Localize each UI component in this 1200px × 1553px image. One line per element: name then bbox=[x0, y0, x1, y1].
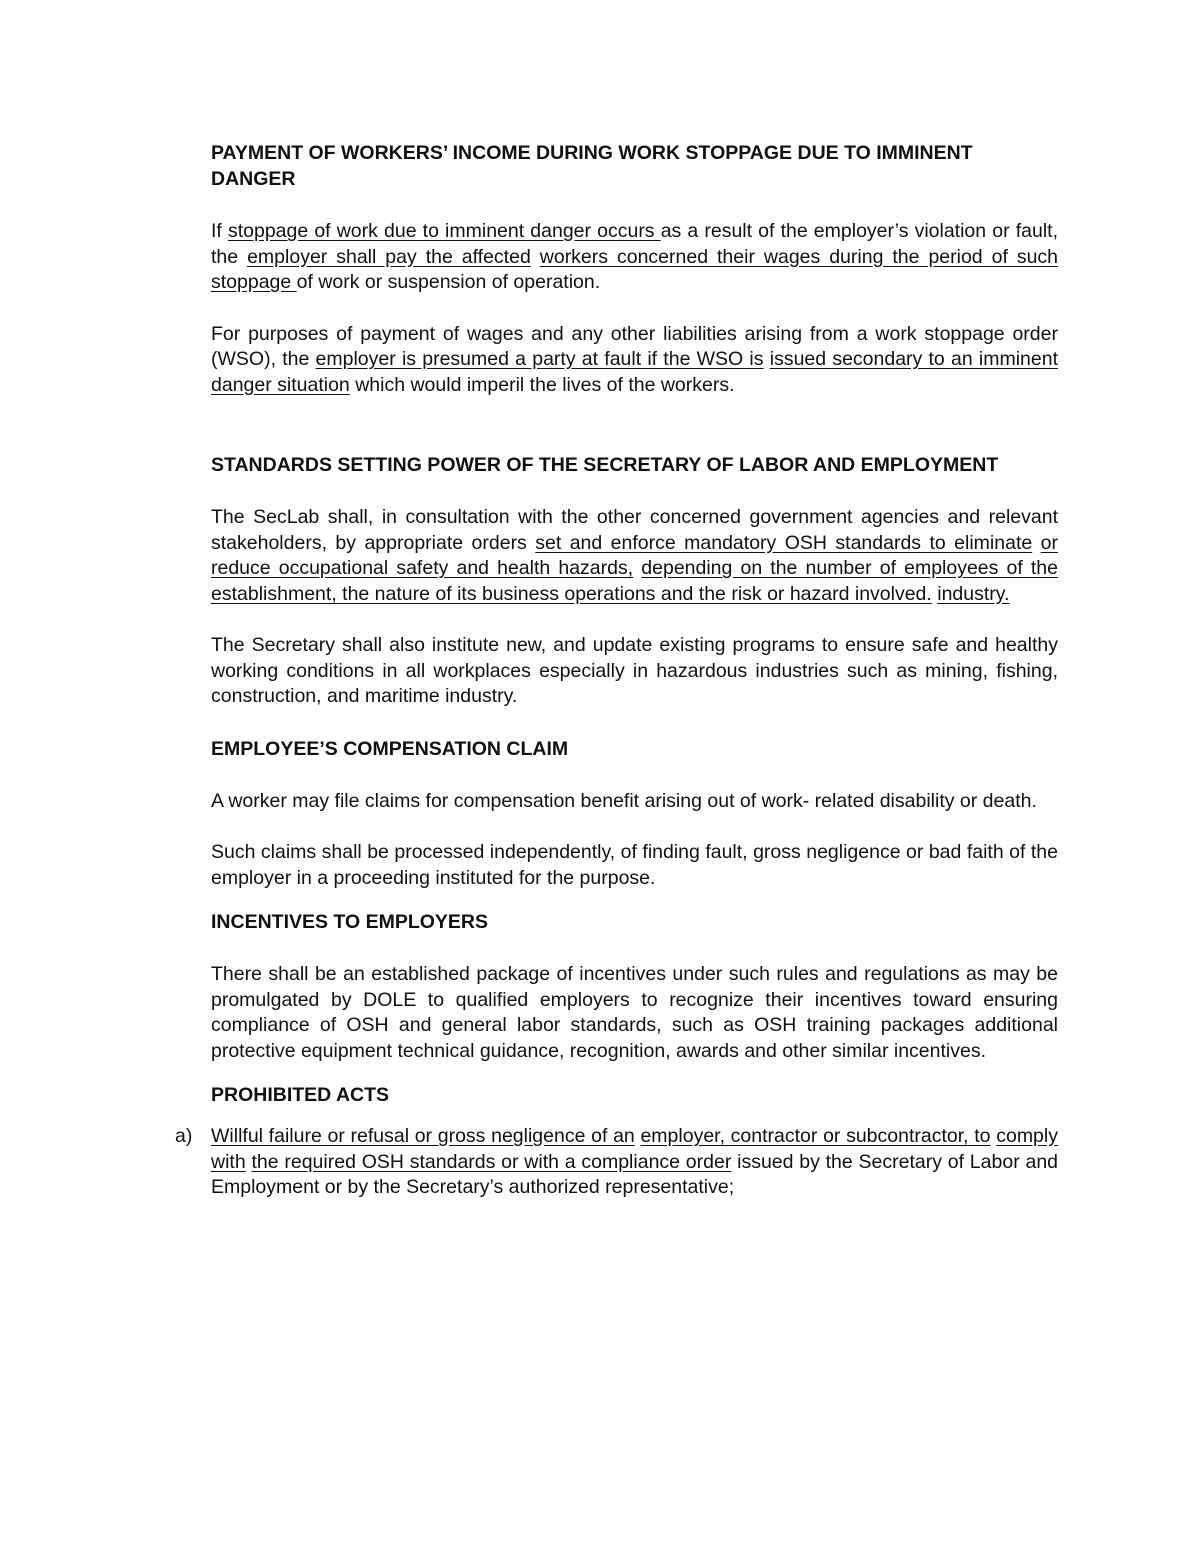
text-run: The SecLab shall, in consultation with the other concerned government agencies and relevant stakeholders, by appropriate orders bbox=[211, 506, 1058, 554]
underlined-text: employer shall pay the affected bbox=[247, 245, 531, 268]
underlined-text: establishment, the nature of its business operations and the risk or hazard involved. bbox=[211, 582, 932, 605]
underlined-text: Willful failure or refusal or gross negligence of an bbox=[211, 1125, 635, 1147]
text-run: issued by the Secretary of Labor and Employment or by the Secretary’s authorized representative; bbox=[211, 1150, 1059, 1198]
section-heading-prohibited-acts: PROHIBITED ACTS bbox=[211, 1084, 390, 1106]
underlined-text: set and enforce mandatory OSH standards to eliminate bbox=[535, 531, 1033, 554]
text-run: as a result of the employer’s violation or fault, the bbox=[211, 220, 1058, 268]
list-item bbox=[175, 1124, 1059, 1201]
underlined-text: the required OSH standards or with a compliance order bbox=[251, 1150, 732, 1173]
text-run: of work or suspension of operation. bbox=[296, 271, 601, 293]
underlined-text: or reduce occupational safety and health hazards, bbox=[211, 531, 1058, 579]
paragraph-incentives-package: There shall be an established package of incentives under such rules and regulations as may be promulgated by DOLE to qualified employers to recognize their incentives toward ensuring compliance of OSH and general labor standards, such as OSH training packages additional protective equipment technical guidance, recognition, awards and other similar incentives. bbox=[211, 963, 1058, 1062]
underlined-text: stoppage of work due to imminent danger occurs bbox=[227, 220, 661, 242]
section-heading-compensation-claim: EMPLOYEE’S COMPENSATION CLAIM bbox=[211, 737, 569, 760]
underlined-text: workers concerned their wages during the period of such bbox=[539, 245, 1059, 268]
underlined-text: employer, contractor or subcontractor, to bbox=[640, 1125, 991, 1147]
underlined-text: employer is presumed a party at fault if the WSO is bbox=[315, 348, 764, 370]
underlined-text: industry. bbox=[937, 582, 1010, 605]
section-heading-standards-setting: STANDARDS SETTING POWER OF THE SECRETARY OF LABOR AND EMPLOYMENT bbox=[211, 454, 999, 476]
paragraph-seclab-standards bbox=[211, 505, 1058, 607]
underlined-text: issued secondary to an imminent bbox=[769, 348, 1058, 370]
underlined-text: stoppage bbox=[211, 271, 297, 293]
underlined-text: danger situation bbox=[211, 373, 350, 396]
text-run bbox=[1032, 532, 1040, 554]
text-run: which would imperil the lives of the workers. bbox=[349, 373, 735, 396]
text-run bbox=[531, 246, 540, 268]
paragraph-work-stoppage-wages bbox=[211, 219, 1058, 296]
paragraph-prohibited-act bbox=[211, 1124, 1058, 1201]
section-heading-incentives: INCENTIVES TO EMPLOYERS bbox=[211, 911, 489, 933]
paragraph-secretary-programs: The Secretary shall also institute new, and update existing programs to ensure safe and healthy working conditions in all workplaces especially in hazardous industries such as mining, fishing, construction, and maritime industry. bbox=[211, 634, 1058, 707]
paragraph-file-claims: A worker may file claims for compensation benefit arising out of work- related disability or death. bbox=[211, 789, 1037, 812]
section-heading-payment: PAYMENT OF WORKERS’ INCOME DURING WORK STOPPAGE DUE TO IMMINENT DANGER bbox=[211, 142, 973, 190]
text-run: For purposes of payment of wages and any other liabilities arising from a work stoppage order (WSO), the bbox=[211, 322, 1058, 370]
document-page bbox=[175, 140, 1059, 1201]
list-marker: a) bbox=[175, 1125, 193, 1147]
underlined-text: comply with bbox=[211, 1125, 1058, 1173]
paragraph-wso-liability bbox=[211, 322, 1058, 399]
underlined-text: depending on the number of employees of the bbox=[641, 557, 1058, 579]
paragraph-claims-processing: Such claims shall be processed independently, of finding fault, gross negligence or bad faith of the employer in a proceeding instituted for the purpose. bbox=[211, 841, 1058, 889]
text-run: If bbox=[211, 220, 228, 242]
